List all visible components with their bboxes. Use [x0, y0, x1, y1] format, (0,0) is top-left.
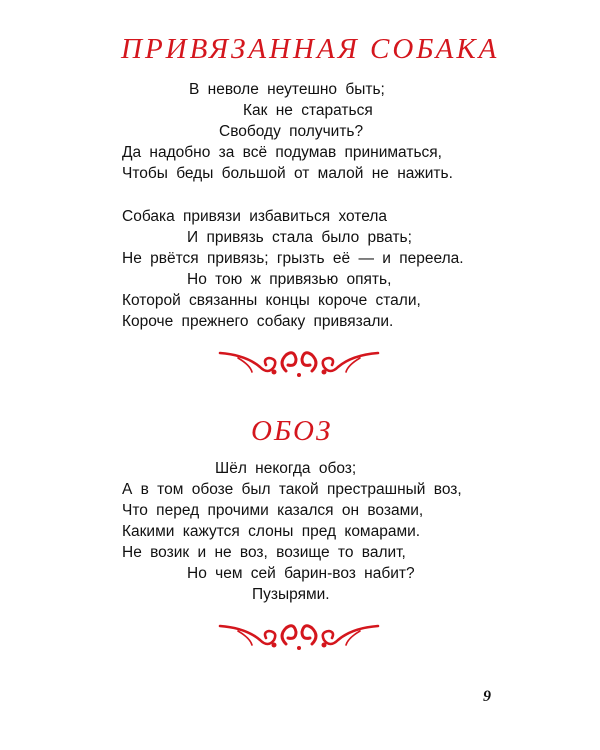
poem-line: Пузырями. [252, 586, 330, 603]
poem-line: Не рвётся привязь; грызть её — и переела. [122, 250, 464, 267]
poem-line: И привязь стала было рвать; [187, 229, 412, 246]
poem-title-tethered-dog: ПРИВЯЗАННАЯ СОБАКА [121, 33, 500, 65]
poem-line: Которой связанны концы короче стали, [122, 292, 421, 309]
flourish-divider-icon [216, 618, 382, 654]
poem-line: В неволе неутешно быть; [189, 81, 385, 98]
poem-line: Чтобы беды большой от малой не нажить. [122, 165, 453, 182]
poem-line: Но чем сей барин-воз набит? [187, 565, 415, 582]
poem-line: Да надобно за всё подумав приниматься, [122, 144, 442, 161]
page-number: 9 [483, 688, 491, 705]
poem-line: Как не стараться [243, 102, 373, 119]
flourish-divider-icon [216, 345, 382, 381]
poem-line: Короче прежнего собаку привязали. [122, 313, 394, 330]
poem-line: Свободу получить? [219, 123, 364, 140]
poem-line: Шёл некогда обоз; [215, 460, 357, 477]
poem-line: А в том обозе был такой престрашный воз, [122, 481, 462, 498]
poem-line: Какими кажутся слоны пред комарами. [122, 523, 421, 540]
poem-line: Что перед прочими казался он возами, [122, 502, 424, 519]
poem-title-convoy: ОБОЗ [251, 415, 333, 447]
poem-line: Собака привязи избавиться хотела [122, 208, 388, 225]
poem-line: Но тою ж привязью опять, [187, 271, 392, 288]
poem-line: Не возик и не воз, возище то валит, [122, 544, 406, 561]
